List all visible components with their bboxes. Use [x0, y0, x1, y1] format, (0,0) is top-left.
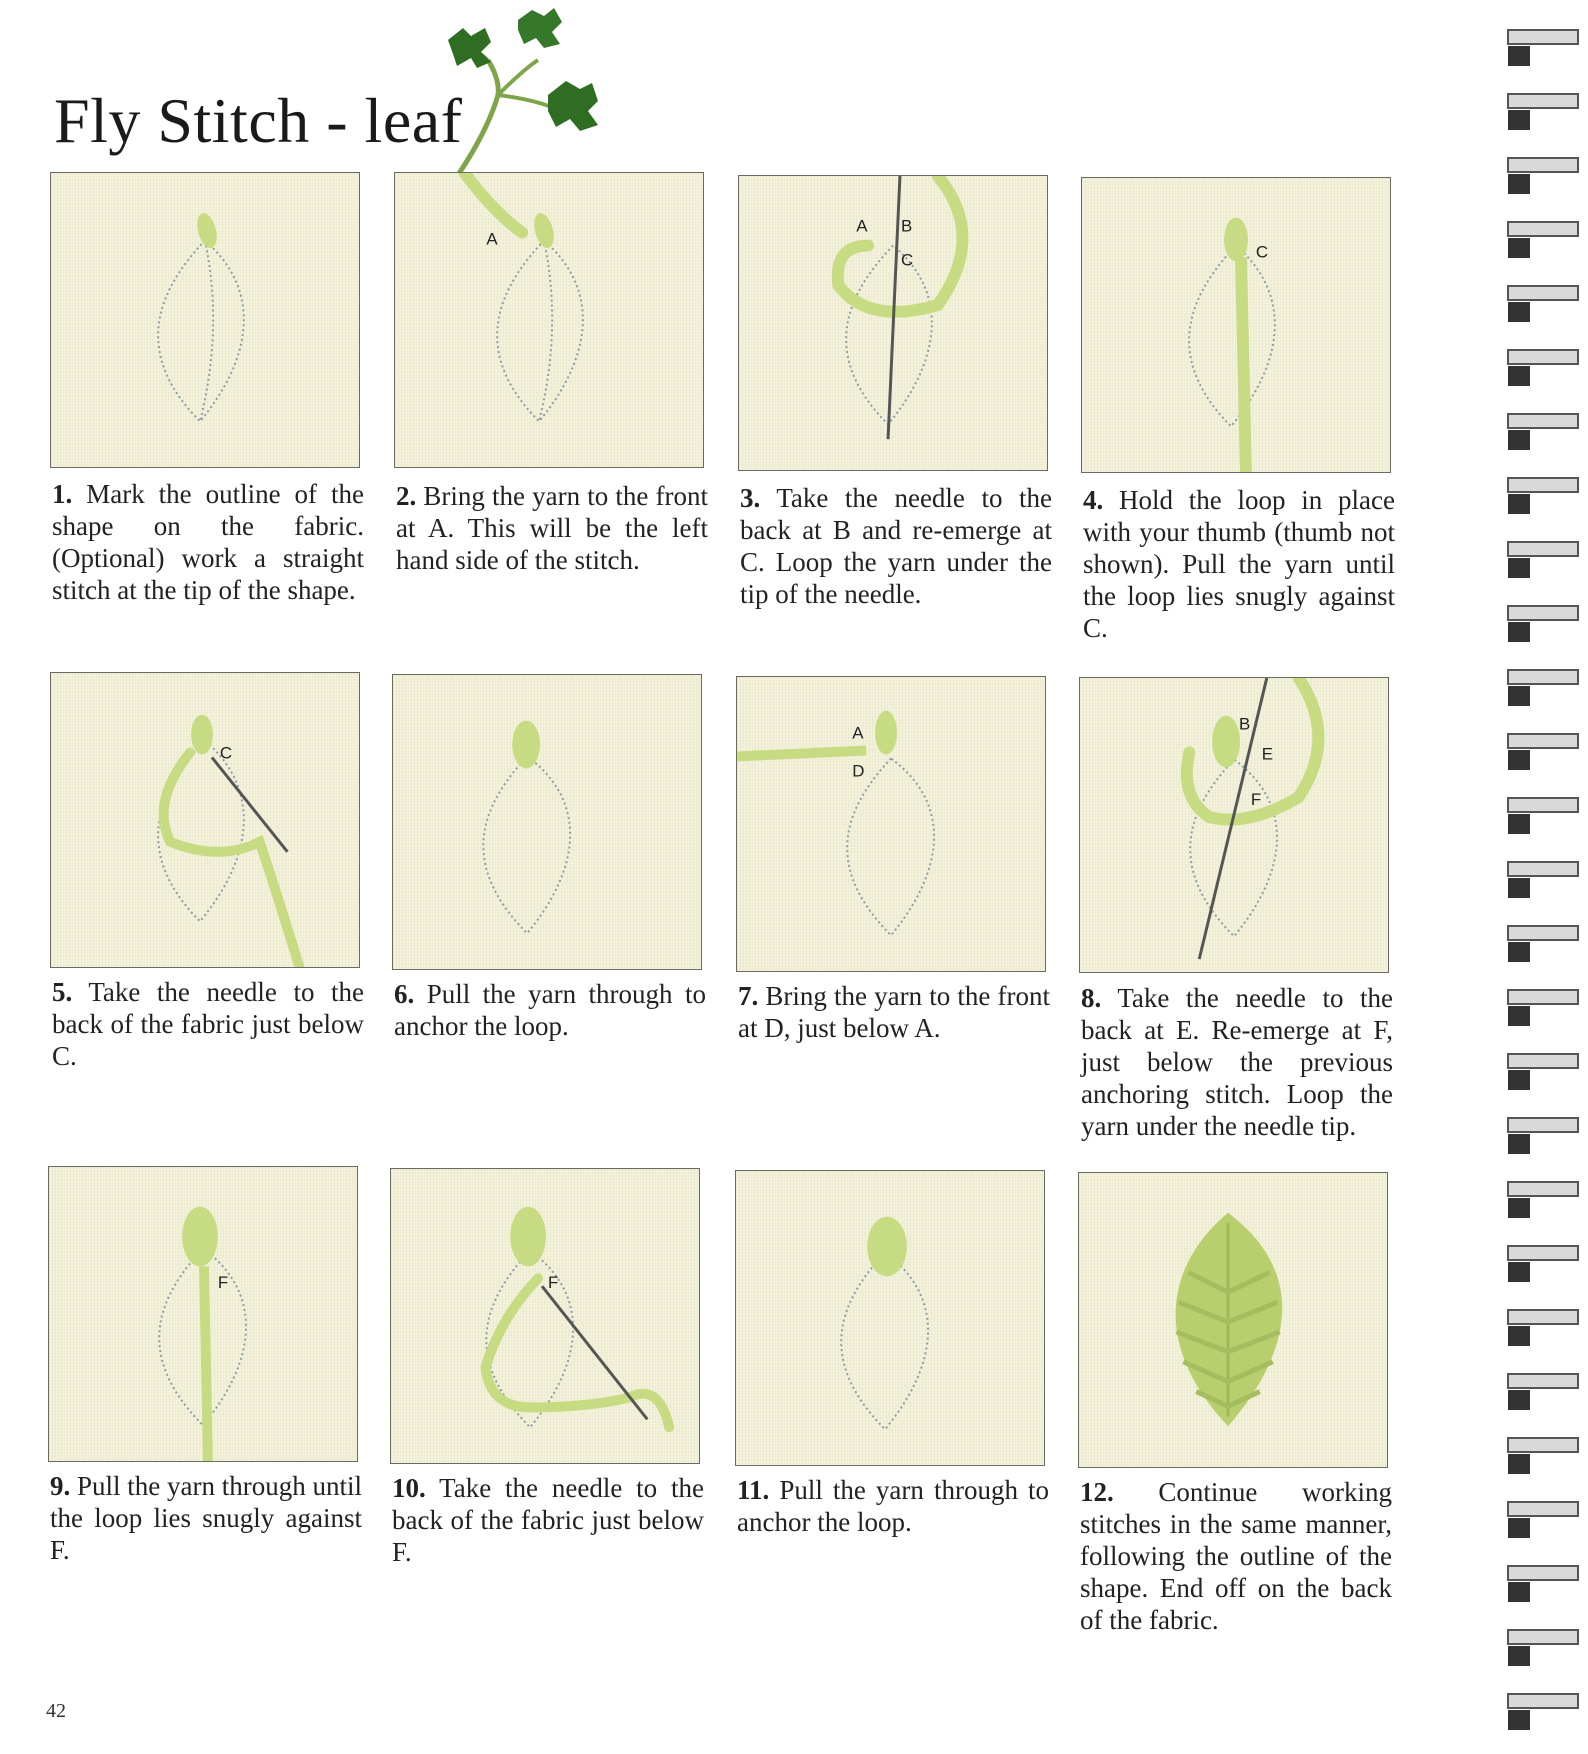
step-11-image	[735, 1170, 1045, 1466]
label-c: C	[1255, 242, 1269, 262]
binding-hole	[1508, 302, 1530, 322]
page-title: Fly Stitch - leaf	[54, 85, 463, 156]
binding-hole	[1508, 1006, 1530, 1026]
binding-hole	[1508, 174, 1530, 194]
binding-hole	[1508, 1134, 1530, 1154]
binding-hole	[1508, 430, 1530, 450]
binding-hole	[1508, 878, 1530, 898]
binding-coil	[1508, 1118, 1578, 1132]
binding-hole	[1508, 366, 1530, 386]
step-9-caption: 9. Pull the yarn through until the loop lies snugly against F.	[50, 1471, 363, 1565]
binding-hole	[1508, 1262, 1530, 1282]
step-12-caption: 12. Continue working stitches in the same manner, following the outline of the shape. End off on the back of the fabric.	[1080, 1477, 1392, 1635]
binding-coil	[1508, 1566, 1578, 1580]
label-a: A	[852, 723, 864, 743]
step-5-image	[50, 672, 360, 968]
binding-hole	[1508, 1710, 1530, 1730]
binding-coil	[1508, 158, 1578, 172]
binding-coil	[1508, 1246, 1578, 1260]
binding-coil	[1508, 478, 1578, 492]
binding-hole	[1508, 814, 1530, 834]
label-a: A	[486, 229, 498, 249]
step-8-image	[1079, 677, 1389, 973]
label-c: C	[219, 743, 233, 763]
binding-coil	[1508, 30, 1578, 44]
binding-hole	[1508, 238, 1530, 258]
binding-coil	[1508, 542, 1578, 556]
binding-hole	[1508, 686, 1530, 706]
step-11-caption: 11. Pull the yarn through to anchor the loop.	[737, 1475, 1050, 1537]
binding-coil	[1508, 734, 1578, 748]
spiral-binding	[1498, 0, 1588, 1754]
binding-coil	[1508, 862, 1578, 876]
binding-hole	[1508, 1390, 1530, 1410]
step-12-image	[1078, 1172, 1388, 1468]
binding-hole	[1508, 558, 1530, 578]
binding-hole	[1508, 46, 1530, 66]
step-2-caption: 2. Bring the yarn to the front at A. This will be the left hand side of the stitch.	[396, 481, 709, 575]
step-5-caption: 5. Take the needle to the back of the fabric just below C.	[52, 977, 364, 1071]
binding-coil	[1508, 798, 1578, 812]
binding-coil	[1508, 1374, 1578, 1388]
label-c: C	[900, 250, 914, 270]
step-10-caption: 10. Take the needle to the back of the fabric just below F.	[392, 1473, 704, 1567]
binding-hole	[1508, 1326, 1530, 1346]
step-10-image	[390, 1168, 700, 1464]
binding-coil	[1508, 286, 1578, 300]
binding-coil	[1508, 414, 1578, 428]
binding-coil	[1508, 1182, 1578, 1196]
label-f: F	[217, 1273, 229, 1293]
label-d: D	[852, 761, 865, 781]
binding-coil	[1508, 926, 1578, 940]
step-9-image	[48, 1166, 358, 1462]
step-4-caption: 4. Hold the loop in place with your thumb (thumb not shown). Pull the yarn until the loop lies snugly against C.	[1083, 485, 1395, 643]
label-b: B	[900, 216, 913, 236]
label-e: E	[1261, 744, 1274, 764]
label-f: F	[1250, 790, 1262, 810]
step-2-image	[394, 172, 704, 468]
page-number: 42	[46, 1700, 66, 1722]
step-7-caption: 7. Bring the yarn to the front at D, just below A.	[738, 981, 1051, 1043]
step-7-image	[736, 676, 1046, 972]
step-1-image	[50, 172, 360, 468]
step-3-caption: 3. Take the needle to the back at B and re-emerge at C. Loop the yarn under the tip of the needle.	[740, 483, 1052, 609]
step-6-caption: 6. Pull the yarn through to anchor the loop.	[394, 979, 706, 1041]
step-8-caption: 8. Take the needle to the back at E. Re-emerge at F, just below the previous anchoring stitch. Loop the yarn under the needle tip.	[1081, 983, 1393, 1141]
leaf-sprig-illustration	[428, 0, 628, 175]
binding-hole	[1508, 942, 1530, 962]
binding-hole	[1508, 1646, 1530, 1666]
binding-coil	[1508, 94, 1578, 108]
step-3-image	[738, 175, 1048, 471]
step-1-caption: 1. Mark the outline of the shape on the fabric. (Optional) work a straight stitch at the tip of the shape.	[52, 479, 365, 605]
binding-hole	[1508, 1454, 1530, 1474]
binding-hole	[1508, 1518, 1530, 1538]
label-b: B	[1238, 714, 1251, 734]
binding-coil	[1508, 606, 1578, 620]
binding-hole	[1508, 750, 1530, 770]
binding-coil	[1508, 1502, 1578, 1516]
binding-hole	[1508, 1070, 1530, 1090]
binding-coil	[1508, 350, 1578, 364]
binding-coil	[1508, 1694, 1578, 1708]
binding-hole	[1508, 494, 1530, 514]
binding-hole	[1508, 1198, 1530, 1218]
binding-hole	[1508, 622, 1530, 642]
binding-coil	[1508, 1438, 1578, 1452]
binding-coil	[1508, 1054, 1578, 1068]
binding-coil	[1508, 1630, 1578, 1644]
binding-hole	[1508, 110, 1530, 130]
binding-coil	[1508, 1310, 1578, 1324]
label-f: F	[547, 1273, 559, 1293]
binding-coil	[1508, 222, 1578, 236]
binding-coil	[1508, 990, 1578, 1004]
step-6-image	[392, 674, 702, 970]
binding-coil	[1508, 670, 1578, 684]
binding-hole	[1508, 1582, 1530, 1602]
label-a: A	[856, 216, 868, 236]
step-4-image	[1081, 177, 1391, 473]
